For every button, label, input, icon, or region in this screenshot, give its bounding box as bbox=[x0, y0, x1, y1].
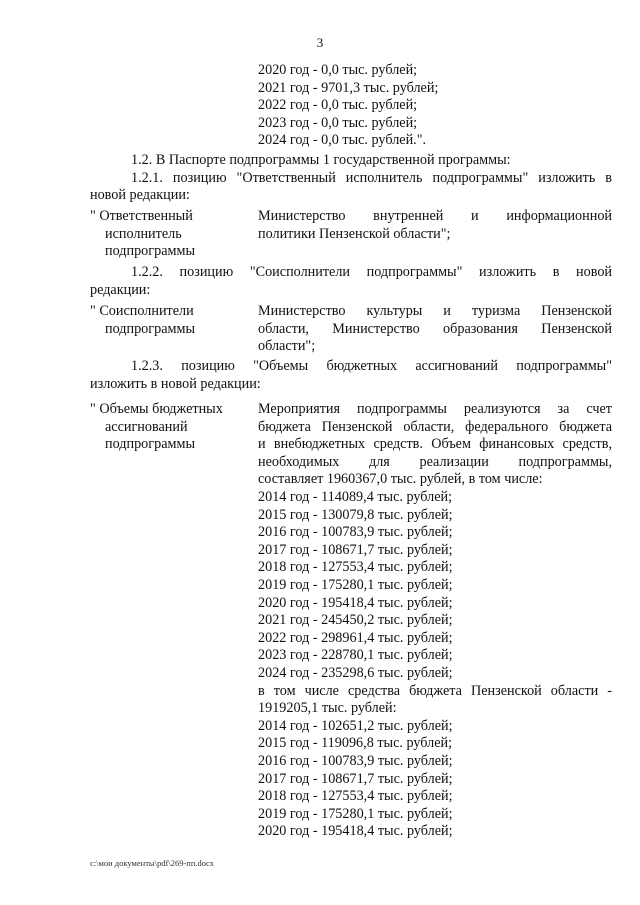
table-value: политики Пензенской области"; bbox=[258, 225, 451, 242]
year-line: 2015 год - 119096,8 тыс. рублей; bbox=[258, 735, 453, 752]
year-line: 2023 год - 0,0 тыс. рублей; bbox=[258, 114, 418, 131]
year-line: 2014 год - 102651,2 тыс. рублей; bbox=[258, 717, 453, 734]
year-line: 2014 год - 114089,4 тыс. рублей; bbox=[258, 489, 453, 505]
year-line: 2017 год - 108671,7 тыс. рублей; bbox=[258, 770, 453, 787]
table-value: области, Министерство образования Пензенской bbox=[258, 320, 612, 337]
table-label: " Соисполнители bbox=[90, 303, 194, 319]
year-line: 2019 год - 175280,1 тыс. рублей; bbox=[258, 577, 453, 593]
year-line: 2018 год - 127553,4 тыс. рублей; bbox=[258, 559, 453, 576]
paragraph-line: 1.2.3. позицию "Объемы бюджетных ассигнований подпрограммы" bbox=[131, 358, 612, 374]
table-label: " Объемы бюджетных bbox=[90, 401, 223, 417]
year-line: 2018 год - 127553,4 тыс. рублей; bbox=[258, 788, 453, 805]
year-line: 2017 год - 108671,7 тыс. рублей; bbox=[258, 541, 453, 558]
footer-file-path: c:\мои документы\pdf\269-пп.docx bbox=[90, 858, 215, 868]
table-value: Министерство культуры и туризма Пензенской bbox=[258, 303, 612, 319]
table-label: подпрограммы bbox=[105, 320, 195, 337]
paragraph-line: новой редакции: bbox=[90, 187, 190, 204]
table-value: бюджета Пензенской области, федерального бюджета bbox=[258, 418, 612, 435]
year-line: 2015 год - 130079,8 тыс. рублей; bbox=[258, 506, 453, 523]
year-line: 2020 год - 195418,4 тыс. рублей; bbox=[258, 594, 453, 611]
year-line: 2019 год - 175280,1 тыс. рублей; bbox=[258, 805, 453, 822]
year-line: 2016 год - 100783,9 тыс. рублей; bbox=[258, 753, 453, 769]
year-line: 2022 год - 0,0 тыс. рублей; bbox=[258, 97, 418, 114]
table-value: и внебюджетных средств. Объем финансовых средств, bbox=[258, 436, 612, 453]
table-label: ассигнований bbox=[105, 418, 188, 435]
table-value: составляет 1960367,0 тыс. рублей, в том числе: bbox=[258, 471, 543, 488]
table-value: необходимых для реализации подпрограммы, bbox=[258, 453, 612, 470]
year-line: 2023 год - 228780,1 тыс. рублей; bbox=[258, 647, 453, 664]
section-heading: 1.2. В Паспорте подпрограммы 1 государственной программы: bbox=[131, 152, 511, 168]
table-value: 1919205,1 тыс. рублей: bbox=[258, 700, 397, 717]
year-line: 2021 год - 9701,3 тыс. рублей; bbox=[258, 79, 439, 96]
table-value: Мероприятия подпрограммы реализуются за счет bbox=[258, 401, 612, 417]
paragraph-line: редакции: bbox=[90, 281, 151, 298]
page-number: 3 bbox=[316, 35, 324, 50]
paragraph-line: 1.2.2. позицию "Соисполнители подпрограммы" изложить в новой bbox=[131, 264, 612, 280]
year-line: 2020 год - 0,0 тыс. рублей; bbox=[258, 62, 418, 78]
year-line: 2022 год - 298961,4 тыс. рублей; bbox=[258, 629, 453, 646]
paragraph-line: изложить в новой редакции: bbox=[90, 375, 261, 392]
paragraph-line: 1.2.1. позицию "Ответственный исполнитель подпрограммы" изложить в bbox=[131, 169, 612, 186]
table-label: подпрограммы bbox=[105, 243, 195, 260]
table-value: области"; bbox=[258, 338, 316, 355]
table-value: Министерство внутренней и информационной bbox=[258, 208, 612, 224]
table-label: подпрограммы bbox=[105, 436, 195, 453]
table-label: " Ответственный bbox=[90, 208, 193, 224]
year-line: 2016 год - 100783,9 тыс. рублей; bbox=[258, 524, 453, 541]
year-line: 2024 год - 235298,6 тыс. рублей; bbox=[258, 665, 453, 681]
year-line: 2021 год - 245450,2 тыс. рублей; bbox=[258, 612, 453, 629]
table-label: исполнитель bbox=[105, 225, 182, 242]
year-line: 2020 год - 195418,4 тыс. рублей; bbox=[258, 823, 453, 840]
year-line: 2024 год - 0,0 тыс. рублей.". bbox=[258, 132, 427, 149]
table-value: в том числе средства бюджета Пензенской области - bbox=[258, 682, 612, 699]
